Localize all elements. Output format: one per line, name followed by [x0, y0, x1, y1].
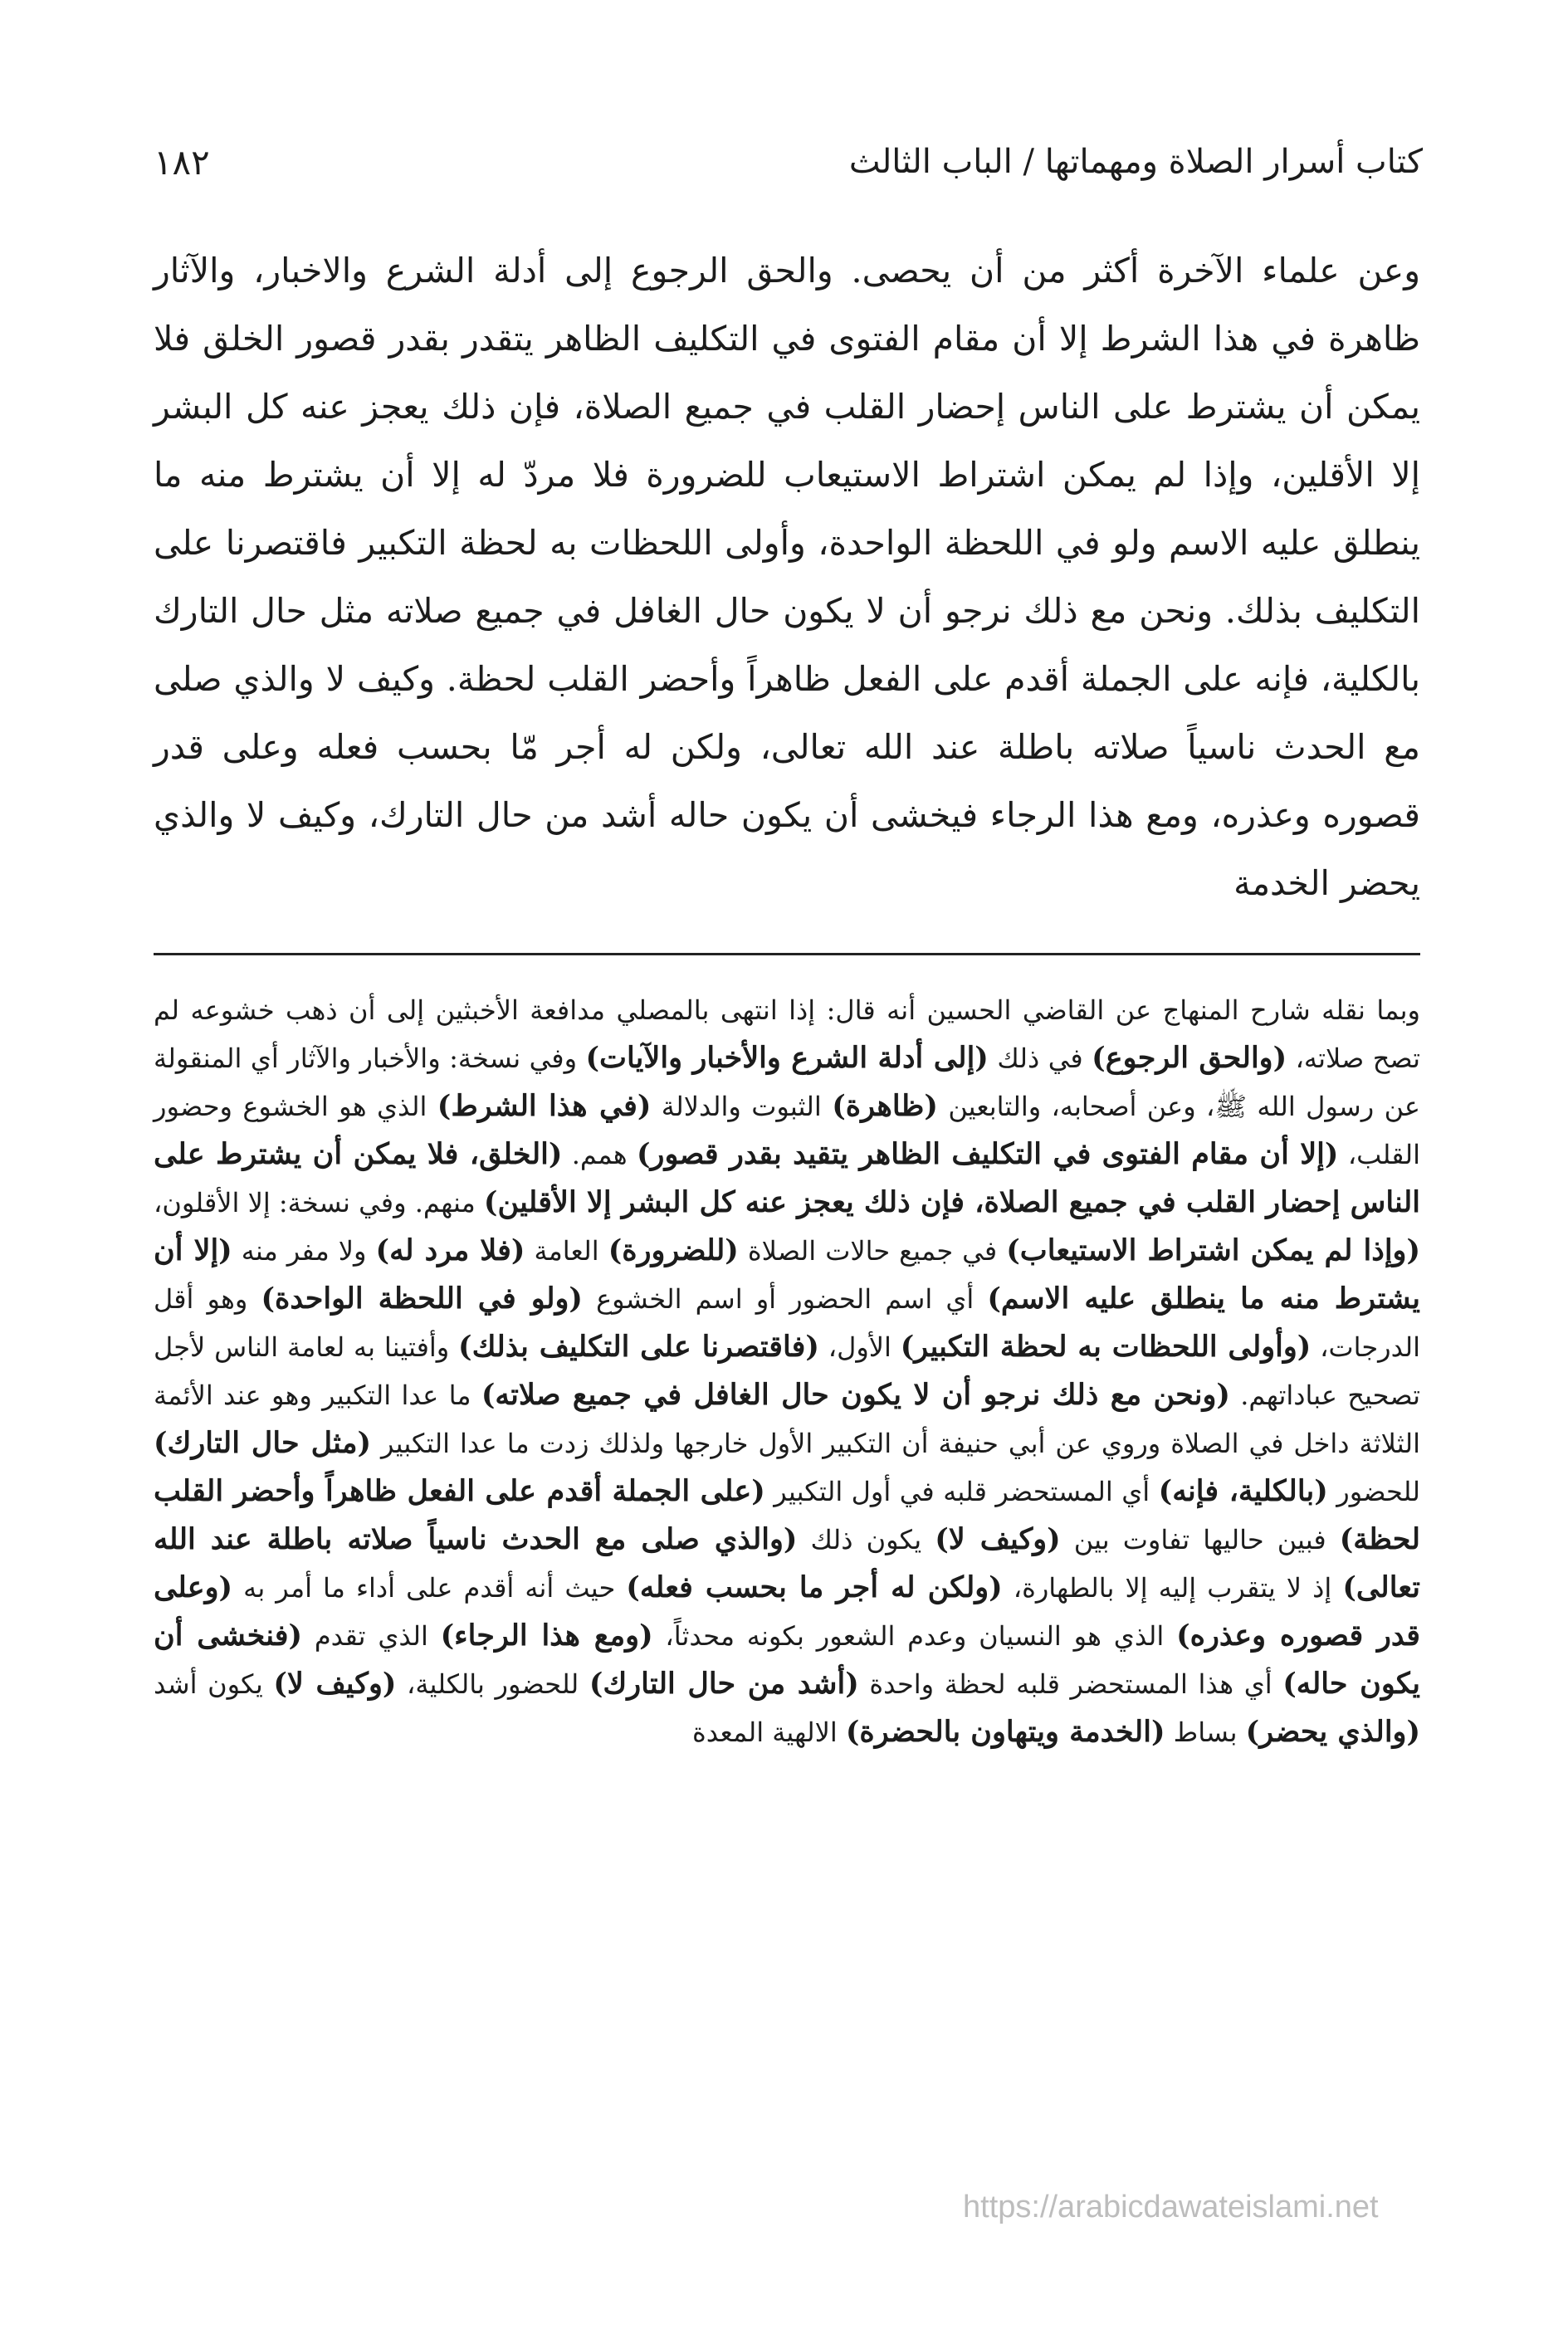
- sharh-text: حيث أنه أقدم على أداء ما أمر به: [232, 1572, 627, 1604]
- sharh-text: أي المستحضر قلبه في أول التكبير: [764, 1476, 1159, 1507]
- matn-quote: (ونحن مع ذلك نرجو أن لا يكون حال الغافل في جميع صلاته): [481, 1378, 1230, 1412]
- sharh-text: أي هذا المستحضر قلبه لحظة واحدة: [858, 1668, 1283, 1700]
- matn-quote: (ولو في اللحظة الواحدة): [261, 1282, 583, 1316]
- sharh-text: العامة: [525, 1235, 608, 1267]
- matn-quote: (للضرورة): [608, 1233, 739, 1267]
- sharh-text: للحضور: [1327, 1476, 1421, 1507]
- sharh-text: أي اسم الحضور أو اسم الخشوع: [583, 1283, 988, 1315]
- matn-quote: (ظاهرة): [832, 1089, 938, 1123]
- sharh-text: ما عدا التكبير وهو عند الأئمة الثلاثة داخل في الصلاة وروي عن أبي حنيفة أن التكبير الأول خارجها ولذلك زدت ما عدا التكبير: [154, 1380, 1420, 1459]
- sharh-text: الالهية المعدة: [691, 1716, 846, 1748]
- sharh-text: ولا مفر منه: [232, 1235, 376, 1267]
- matn-quote: (فنخشى أن يكون حاله): [154, 1619, 1421, 1701]
- matn-quote: (في هذا الشرط): [437, 1089, 652, 1123]
- sharh-text: منهم. وفي نسخة: إلا الأقلون،: [154, 1187, 484, 1218]
- sharh-text: يكون أشد: [154, 1668, 274, 1700]
- matn-quote: (والذي يحضر): [1245, 1715, 1420, 1749]
- matn-quote: (على الجملة أقدم على الفعل ظاهراً وأحضر القلب لحظة): [154, 1474, 1420, 1556]
- sharh-text: وفي نسخة: والأخبار والآثار أي المنقولة عن رسول الله ﷺ، وعن أصحابه، والتابعين: [154, 1043, 1421, 1122]
- matn-quote: (والذي صلى مع الحدث ناسياً صلاته باطلة عند الله تعالى): [154, 1522, 1420, 1604]
- watermark-url: https://arabicdawateislami.net: [963, 2190, 1379, 2224]
- commentary-paragraph: [154, 986, 1420, 1756]
- sharh-text: للحضور بالكلية،: [396, 1668, 589, 1700]
- sharh-text: بساط: [1165, 1716, 1246, 1748]
- sharh-text: الذي هو النسيان وعدم الشعور بكونه محدثاً،: [652, 1620, 1177, 1652]
- footnote-separator: [154, 953, 1420, 955]
- sharh-text: وبما نقله شارح المنهاج عن القاضي الحسين أنه قال: إذا انتهى بالمصلي مدافعة الأخبثين إلى أن ذهب خشوعه لم تصح صلاته،: [154, 994, 1421, 1074]
- matn-quote: (إلا أن يشترط منه ما ينطلق عليه الاسم): [154, 1233, 1421, 1316]
- matn-quote: (وكيف لا): [935, 1522, 1061, 1556]
- commentary-text: [154, 986, 1420, 1756]
- matn-quote: (الخدمة ويتهاون بالحضرة): [845, 1715, 1165, 1749]
- matn-quote: (أشد من حال التارك): [589, 1667, 859, 1701]
- page-number: ١٨٢: [154, 141, 210, 183]
- sharh-text: فبين حاليها تفاوت بين: [1060, 1524, 1340, 1555]
- main-paragraph: وعن علماء الآخرة أكثر من أن يحصى. والحق الرجوع إلى أدلة الشرع والاخبار، والآثار ظاهرة في هذا الشرط إلا أن مقام الفتوى في التكليف الظاهر يتقدر بقدر قصور الخلق فلا يمكن أن يشترط على الناس إحضار القلب في جميع الصلاة، فإن ذلك يعجز عنه كل البشر إلا الأقلين، وإذا لم يمكن اشتراط الاستيعاب للضرورة فلا مردّ له إلا أن يشترط منه ما ينطلق عليه الاسم ولو في اللحظة الواحدة، وأولى اللحظات به لحظة التكبير فاقتصرنا على التكليف بذلك. ونحن مع ذلك نرجو أن لا يكون حال الغافل في جميع صلاته مثل حال التارك بالكلية، فإنه على الجملة أقدم على الفعل ظاهراً وأحضر القلب لحظة. وكيف لا والذي صلى مع الحدث ناسياً صلاته باطلة عند الله تعالى، ولكن له أجر مّا بحسب فعله وعلى قدر قصوره وعذره، ومع هذا الرجاء فيخشى أن يكون حاله أشد من حال التارك، وكيف لا والذي يحضر الخدمة: [154, 251, 1420, 903]
- sharh-text: في جميع حالات الصلاة: [738, 1235, 1007, 1267]
- matn-quote: (الخلق، فلا يمكن أن يشترط على الناس إحضار القلب في جميع الصلاة، فإن ذلك يعجز عنه كل البشر إلا الأقلين): [154, 1137, 1421, 1219]
- chapter-title: كتاب أسرار الصلاة ومهماتها / الباب الثالث: [848, 143, 1423, 181]
- matn-quote: (بالكلية، فإنه): [1158, 1474, 1328, 1508]
- matn-quote: (وأولى اللحظات به لحظة التكبير): [900, 1330, 1312, 1364]
- sharh-text: يكون ذلك: [797, 1524, 935, 1555]
- matn-quote: (ومع هذا الرجاء): [440, 1619, 653, 1653]
- sharh-text: همم.: [562, 1139, 637, 1170]
- sharh-text: إذ لا يتقرب إليه إلا بالطهارة،: [1002, 1572, 1343, 1604]
- matn-quote: (إلا أن مقام الفتوى في التكليف الظاهر يتقيد بقدر قصور): [636, 1137, 1339, 1171]
- sharh-text: الذي تقدم: [302, 1620, 441, 1652]
- matn-quote: (مثل حال التارك): [154, 1426, 372, 1460]
- sharh-text: الأول،: [818, 1331, 901, 1363]
- matn-quote: (وكيف لا): [273, 1667, 397, 1701]
- main-text: [154, 237, 1420, 917]
- matn-quote: (فاقتصرنا على التكليف بذلك): [458, 1330, 819, 1364]
- matn-quote: (وعلى قدر قصوره وعذره): [154, 1570, 1421, 1653]
- matn-quote: (ولكن له أجر ما بحسب فعله): [626, 1570, 1003, 1604]
- matn-quote: (والحق الرجوع): [1092, 1041, 1287, 1075]
- sharh-text: الذي هو الخشوع وحضور القلب،: [154, 1091, 1420, 1170]
- matn-quote: (إلى أدلة الشرع والأخبار والآيات): [585, 1041, 989, 1075]
- matn-quote: (فلا مرد له): [375, 1233, 525, 1267]
- matn-quote: (وإذا لم يمكن اشتراط الاستيعاب): [1006, 1233, 1421, 1267]
- sharh-text: وهو أقل الدرجات،: [154, 1283, 1421, 1363]
- running-head: [154, 133, 1423, 191]
- sharh-text: الثبوت والدلالة: [651, 1091, 833, 1122]
- sharh-text: وأفتينا به لعامة الناس لأجل تصحيح عباداتهم.: [154, 1331, 1420, 1411]
- sharh-text: في ذلك: [988, 1043, 1092, 1074]
